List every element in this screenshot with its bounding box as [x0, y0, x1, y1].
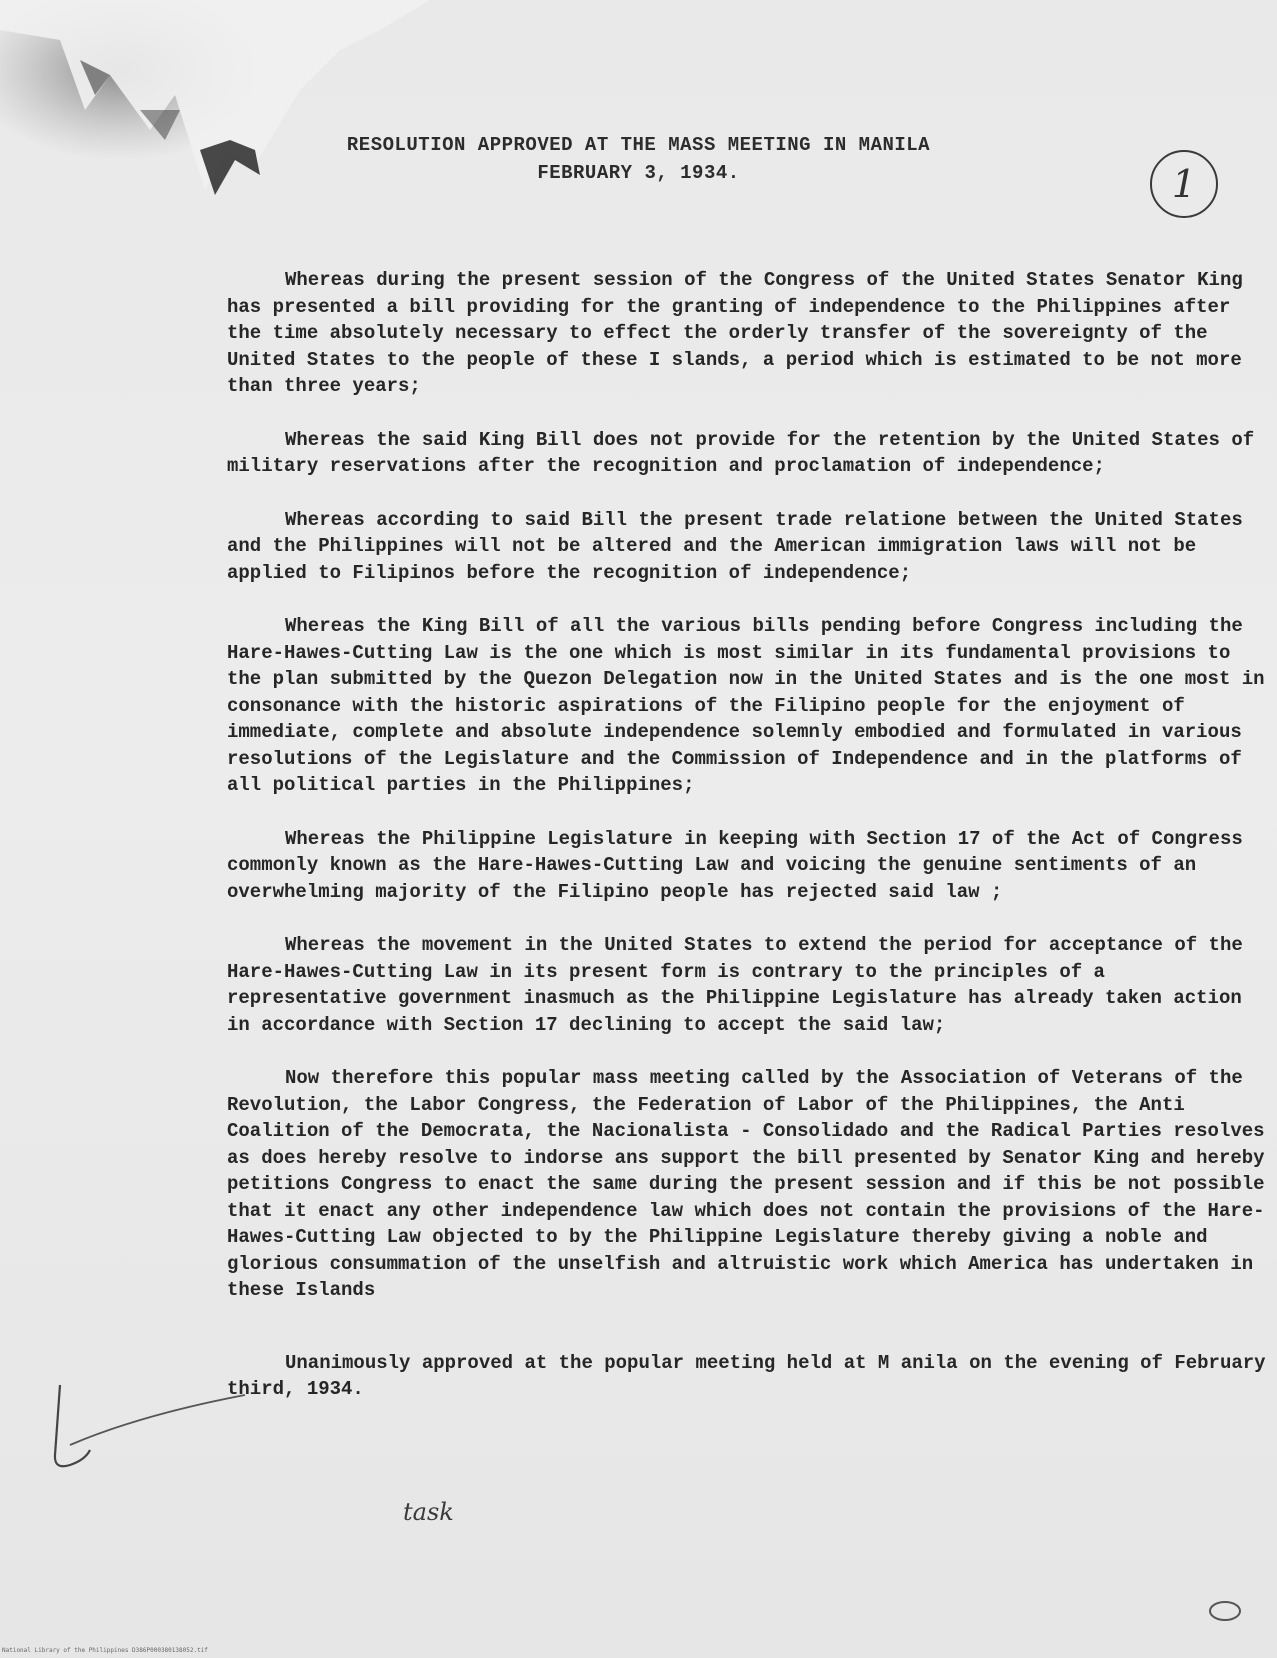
whereas-paragraph-2: Whereas the said King Bill does not provide for the retention by the United States of military reservations after the recognition and proclamation of independence;	[227, 428, 1255, 477]
whereas-paragraph-6: Whereas the movement in the United States to extend the period for acceptance of the Hare-Hawes-Cutting Law in its present form is contrary to the principles of a representative government inasmuch as the Philippine Legislature has already taken action in accordance with Section 17 declining to accept the said law;	[227, 934, 1243, 1036]
corner-pen-mark	[1205, 1596, 1245, 1626]
whereas-paragraph-4: Whereas the King Bill of all the various bills pending before Congress including the Hare-Hawes-Cutting Law is the one which is most similar in its fundamental provisions to the plan submitted by the Quezon Delegation now in the United States and is the one most in consonance with the historic aspirations of the Filipino people for the enjoyment of immediate, complete and absolute independence solemnly embodied and formulated in various resolutions of the Legislature and the Commission of Independence and in the platforms of all political parties in the Philippines;	[227, 615, 1265, 796]
document-date: FEBRUARY 3, 1934.	[537, 162, 740, 184]
resolve-paragraph: Now therefore this popular mass meeting called by the Association of Veterans of the Revolution, the Labor Congress, the Federation of Labor of the Philippines, the Anti Coalition of the Democrata, the Nacionalista - Consolidado and the Radical Parties resolves as does hereby resolve to indorse ans support the bill presented by Senator King and hereby petitions Congress to enact the same during the present session and if this be not possible that it enact any other independence law which does not contain the provisions of the Hare-Hawes-Cutting Law objected to by the Philippine Legislature thereby giving a noble and glorious consummation of the unselfish and altruistic work which America has undertaken in these Islands	[227, 1067, 1265, 1301]
document-title: RESOLUTION APPROVED AT THE MASS MEETING IN MANILA	[346, 134, 931, 156]
page-number-circled: 1	[1150, 150, 1218, 218]
archive-footer: National Library of the Philippines D386P000380138052.tif	[2, 1647, 208, 1654]
closing-statement: Unanimously approved at the popular meeting held at M anila on the evening of February third, 1934.	[227, 1351, 1266, 1400]
burn-damage-mark	[0, 0, 430, 230]
margin-pen-mark	[30, 1375, 250, 1485]
resolution-body	[227, 267, 1267, 1430]
whereas-paragraph-1: Whereas during the present session of the Congress of the United States Senator King has presented a bill providing for the granting of independence to the Philippines after the time absolutely necessary to effect the orderly transfer of the sovereignty of the United States to the people of these I slands, a period which is estimated to be not more than three years;	[227, 269, 1243, 397]
handwritten-correction: task	[403, 1498, 454, 1526]
whereas-paragraph-5: Whereas the Philippine Legislature in keeping with Section 17 of the Act of Congress commonly known as the Hare-Hawes-Cutting Law and voicing the genuine sentiments of an overwhelming majority of the Filipino people has rejected said law ;	[227, 827, 1243, 903]
whereas-paragraph-3: Whereas according to said Bill the present trade relatione between the United States and the Philippines will not be altered and the American immigration laws will not be applied to Filipinos before the recognition of independence;	[227, 508, 1243, 584]
